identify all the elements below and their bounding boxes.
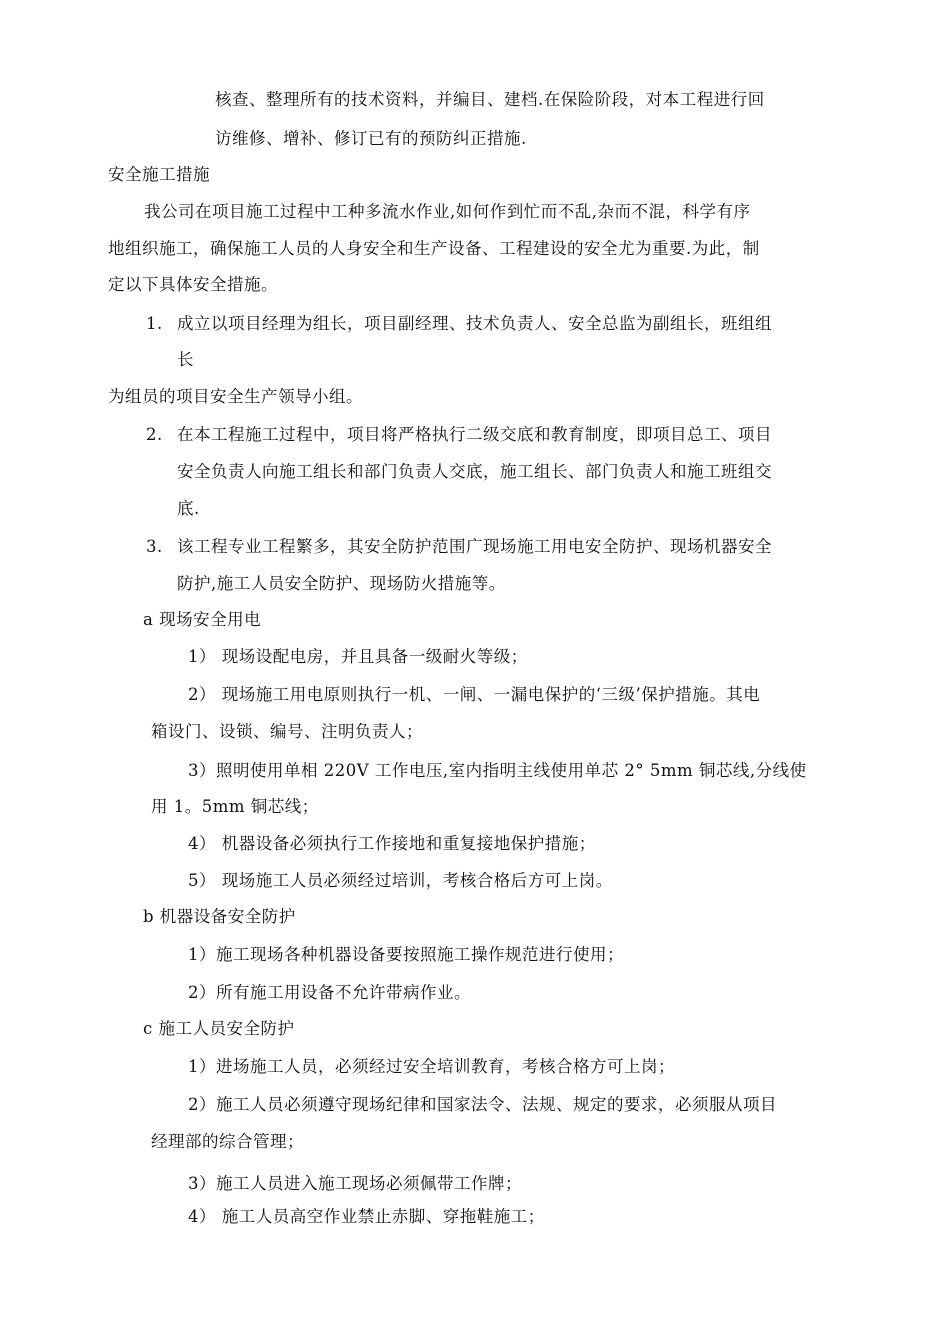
subsection-c-point-2-line-2: 经理部的综合管理； xyxy=(151,1132,304,1151)
section-title: 安全施工措施 xyxy=(108,165,210,184)
item-3-line-1: 该工程专业工程繁多，其安全防护范围广现场施工用电安全防护、现场机器安全 xyxy=(177,537,772,556)
subsection-a-point-3-line-1: 3）照明使用单相 220V 工作电压,室内指明主线使用单芯 2° 5mm 铜芯线,分线使 xyxy=(188,761,807,780)
item-1-line-1: 成立以项目经理为组长，项目副经理、技术负责人、安全总监为副组长，班组组 xyxy=(177,314,772,333)
subsection-a-point-1: 1） 现场设配电房，并且具备一级耐火等级； xyxy=(188,647,528,666)
subsection-a-title: a 现场安全用电 xyxy=(143,610,262,629)
subsection-b-point-2: 2）所有施工用设备不允许带病作业。 xyxy=(188,983,471,1002)
subsection-a-point-3-line-2: 用 1。5mm 铜芯线； xyxy=(151,797,319,816)
subsection-c-point-3: 3）施工人员进入施工现场必须佩带工作牌； xyxy=(188,1174,522,1193)
item-3-line-2: 防护,施工人员安全防护、现场防火措施等。 xyxy=(177,574,506,593)
subsection-c-title: c 施工人员安全防护 xyxy=(143,1019,295,1038)
subsection-c-point-2-line-1: 2）施工人员必须遵守现场纪律和国家法令、法规、规定的要求，必须服从项目 xyxy=(188,1095,777,1114)
paragraph-line-2: 地组织施工，确保施工人员的人身安全和生产设备、工程建设的安全尤为重要.为此，制 xyxy=(108,239,760,258)
item-2-line-3: 底. xyxy=(177,499,200,518)
item-1-line-2: 长 xyxy=(177,350,194,369)
subsection-a-point-5: 5） 现场施工人员必须经过培训，考核合格后方可上岗。 xyxy=(188,871,613,890)
paragraph-line-1: 我公司在项目施工过程中工种多流水作业,如何作到忙而不乱,杂而不混，科学有序 xyxy=(144,202,751,221)
subsection-c-point-1: 1）进场施工人员，必须经过安全培训教育，考核合格方可上岗； xyxy=(188,1057,675,1076)
subsection-a-point-4: 4） 机器设备必须执行工作接地和重复接地保护措施； xyxy=(188,834,596,853)
subsection-b-point-1: 1）施工现场各种机器设备要按照施工操作规范进行使用； xyxy=(188,945,624,964)
item-2-number: 2. xyxy=(146,425,163,444)
subsection-a-point-2-line-2: 箱设门、设锁、编号、注明负责人； xyxy=(151,722,423,741)
intro-line-1: 核查、整理所有的技术资料，并编目、建档.在保险阶段，对本工程进行回 xyxy=(215,90,765,109)
item-1-line-3: 为组员的项目安全生产领导小组。 xyxy=(108,387,363,406)
subsection-a-point-2-line-1: 2） 现场施工用电原则执行一机、一闸、一漏电保护的‘三级’保护措施。其电 xyxy=(188,685,761,704)
item-2-line-2: 安全负责人向施工组长和部门负责人交底，施工组长、部门负责人和施工班组交 xyxy=(177,462,772,481)
item-3-number: 3. xyxy=(146,537,163,556)
paragraph-line-3: 定以下具体安全措施。 xyxy=(108,275,278,294)
item-1-number: 1. xyxy=(146,314,163,333)
intro-line-2: 访维修、增补、修订已有的预防纠正措施. xyxy=(215,129,527,148)
item-2-line-1: 在本工程施工过程中，项目将严格执行二级交底和教育制度，即项目总工、项目 xyxy=(177,425,772,444)
subsection-b-title: b 机器设备安全防护 xyxy=(143,907,296,926)
subsection-c-point-4: 4） 施工人员高空作业禁止赤脚、穿拖鞋施工； xyxy=(188,1207,545,1226)
